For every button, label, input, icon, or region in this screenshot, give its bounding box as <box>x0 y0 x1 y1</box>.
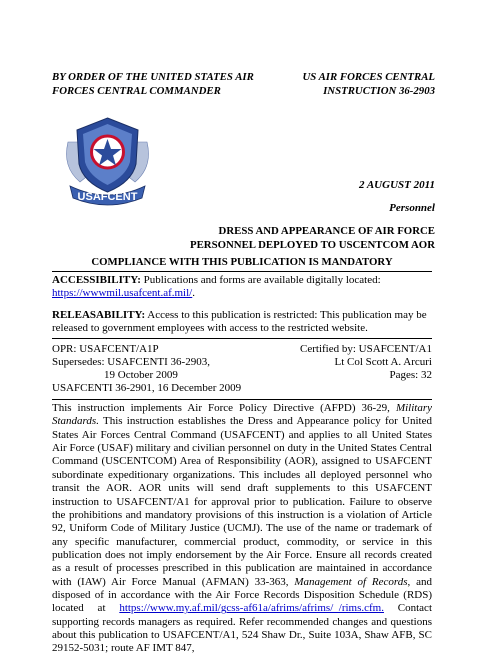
header-left-line2: FORCES CENTRAL COMMANDER <box>52 85 221 98</box>
publication-date: 2 AUGUST 2011 <box>359 179 435 191</box>
certifier-name: Lt Col Scott A. Arcuri <box>334 356 432 368</box>
header-right-line1: US AIR FORCES CENTRAL <box>302 71 435 83</box>
header-right-line2: INSTRUCTION 36-2903 <box>323 85 435 98</box>
divider-2 <box>52 338 432 339</box>
records-schedule-link[interactable]: https://www.my.af.mil/gcss-af61a/afrims/afrims/_/rims.cfm. <box>119 602 384 615</box>
accessibility-link[interactable]: https://wwwmil.usafcent.af.mil/ <box>52 287 193 300</box>
body-text-b: This instruction establishes the Dress and Appearance policy for United States Air Forces Central Command (USAFCENT) and applies to all United States Air Force (USAF) military and civilian personnel on duty in the United States Central Command (USCENTCOM) Area of Responsibility (AOR), assigned to USAFCENT subordinate expeditionary organizations. This includes all deployed personnel who transit the AOR. AOR units will send draft supplements to this USAFCENT instruction to USAFCENT/A1 for approval prior to publication. Failure to observe the prohibitions and mandatory provisions of this instruction is a violation of Article 92, Uniform Code of Military Justice (UCMJ). The use of the name or trademark of any specific manufacturer, commercial product, commodity, or service in this publication does not imply endorsement by the Air Force. Ensure all records created as a result of processes prescribed in this publication are maintained in accordance with (IAW) Air Force Manual (AFMAN) 33-363, <box>52 415 432 588</box>
releasability-text: Access to this publication is restricted: This publication may be released to government employees with access to the restricted website. <box>52 309 427 335</box>
compliance-statement: COMPLIANCE WITH THIS PUBLICATION IS MANDATORY <box>91 256 393 268</box>
body-text-italic-a: Military Standards. <box>52 402 432 428</box>
logo-band-text: USAFCENT <box>77 191 138 203</box>
publication-category: Personnel <box>389 202 435 214</box>
releasability-label: RELEASABILITY: <box>52 309 146 321</box>
header-left-line1: BY ORDER OF THE UNITED STATES AIR <box>52 71 254 83</box>
header-left <box>52 70 262 99</box>
certified-by: Certified by: USAFCENT/A1 <box>300 343 432 355</box>
body-text-italic-c: Management of Records <box>294 575 408 588</box>
opr: OPR: USAFCENT/A1P <box>52 343 159 355</box>
accessibility-text: Publications and forms are available digitally located: <box>143 274 381 286</box>
divider-1 <box>52 271 432 272</box>
releasability-paragraph <box>52 309 432 336</box>
usafcent-emblem-icon <box>60 112 155 210</box>
body-paragraph <box>52 402 432 656</box>
title-line2: PERSONNEL DEPLOYED TO USCENTCOM AOR <box>190 239 435 252</box>
supersedes-date: 19 October 2009 <box>104 369 178 381</box>
accessibility-paragraph <box>52 274 432 301</box>
header-right <box>245 70 435 99</box>
accessibility-label: ACCESSIBILITY: <box>52 274 141 286</box>
supersedes: Supersedes: USAFCENTI 36-2903, <box>52 356 210 368</box>
publication-title <box>75 224 435 252</box>
body-text-a: This instruction implements Air Force Policy Directive (AFPD) 36-29, <box>52 402 396 414</box>
accessibility-after: . <box>192 287 195 300</box>
title-line1: DRESS AND APPEARANCE OF AIR FORCE <box>218 225 435 237</box>
divider-3 <box>52 399 432 400</box>
body-text-d: , and disposed of in accordance with the Air Force Records Disposition Schedule (RDS) located at <box>52 575 432 615</box>
body-text-e: Contact supporting records managers as required. Refer recommended changes and questions about this publication to USAFCENT/A1, 524 Shaw Dr., Suite 103A, Shaw AFB, SC 29152-5031; route AF IMT 847, <box>52 602 433 655</box>
also-supersedes: USAFCENTI 36-2901, 16 December 2009 <box>52 382 242 394</box>
page-count: Pages: 32 <box>389 369 432 381</box>
